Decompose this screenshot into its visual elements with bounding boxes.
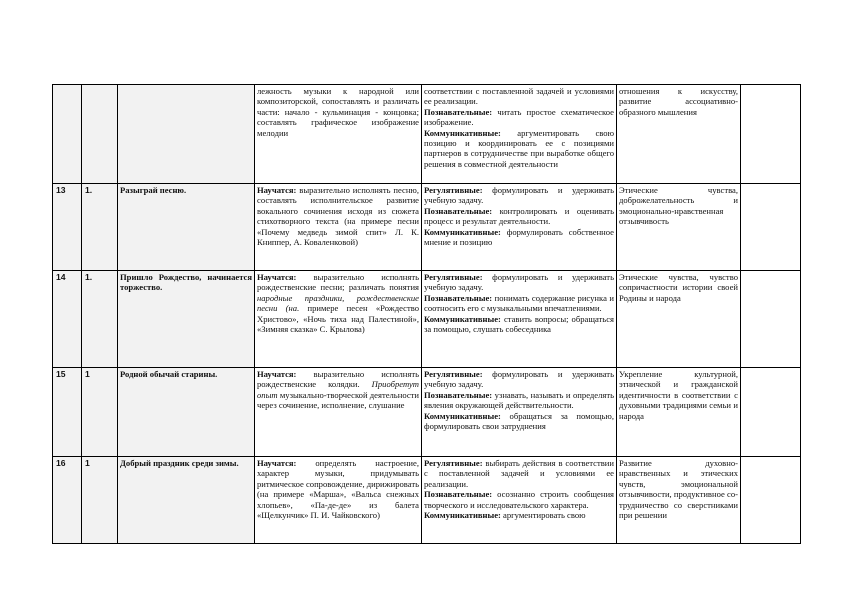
lesson-plan-table: [52, 84, 801, 544]
table-row: [53, 271, 801, 368]
topic-cell: Добрый праздник среди зимы.: [118, 457, 255, 544]
uud-regulative: Регулятивные: выбирать действия в соответствии с поставленной задачей и условиями ее реализации.: [424, 458, 614, 489]
uud-cell: [422, 85, 617, 184]
content-cell: Научатся: выразительно исполнять песню, составлять исполнительское развитие вокального сочинения исходя из сюжета стихотворного текста (на примере песни «Почему медведь зимой спит» Л. К. Книппер, А. Коваленковой): [255, 184, 422, 271]
topic-cell: [118, 85, 255, 184]
content-text: лежность музыки к народной или композиторской, сопоставлять и различать части: начало - кульминация - концовка; составлять графическое изображение мелодии: [257, 86, 419, 138]
table-row: [53, 85, 801, 184]
hours-cell: 1.: [82, 271, 118, 368]
notes-cell: [741, 271, 801, 368]
lesson-number-cell: [53, 85, 82, 184]
uud-cell: [422, 184, 617, 271]
topic-cell: Родной обычай старины.: [118, 368, 255, 457]
hours-cell: 1: [82, 457, 118, 544]
lesson-number-cell: 16: [53, 457, 82, 544]
uud-cognitive: Познавательные: контролировать и оценивать процесс и результат деятельности.: [424, 205, 614, 227]
table-row: [53, 457, 801, 544]
topic-cell: Разыграй песню.: [118, 184, 255, 271]
uud-regulative: Регулятивные: формулировать и удерживать учебную задачу.: [424, 185, 614, 206]
uud-cognitive: Познавательные: читать простое схематическое изображение.: [424, 106, 614, 128]
personal-results-cell: Укрепление культурной, этнической и гражданской идентичности в соответствии с духовными традициями семьи и народа: [617, 368, 741, 457]
content-cell: Научатся: определять настроение, характер музыки, придумывать ритмическое сопровождение, дирижировать (на примере «Марша», «Вальса снежных хлопьев», «Па-де-де» из балета «Щелкунчик» П. И. Чайковского): [255, 457, 422, 544]
notes-cell: [741, 368, 801, 457]
uud-communicative: Коммуникативные: формулировать собственное мнение и позицию: [424, 226, 614, 248]
content-cell: Научатся: выразительно исполнять рождественские песни; различать понятия народные праздники, рождественские песни (на. примере песен «Рождество Христово», «Ночь тиха над Палестиной», «Зимняя сказка» С. Крылова): [255, 271, 422, 368]
notes-cell: [741, 457, 801, 544]
content-cell: Научатся: выразительно исполнять рождественские колядки. Приобретут опыт музыкально-творческой деятельности через сочинение, исполнение, слушание: [255, 368, 422, 457]
table-row: [53, 368, 801, 457]
lesson-number-cell: 15: [53, 368, 82, 457]
hours-cell: 1.: [82, 184, 118, 271]
uud-cell: [422, 457, 617, 544]
personal-results-cell: Этические чувства, доброжелательность и эмоционально-нравственная отзывчивость: [617, 184, 741, 271]
uud-regulative: Регулятивные: формулировать и удерживать учебную задачу.: [424, 272, 614, 293]
lesson-number-cell: 14: [53, 271, 82, 368]
uud-communicative: Коммуникативные: аргументировать свою позицию и координировать ее с позициями партнеров в сотрудничестве при выработке общего решения в совместной деятельности: [424, 127, 614, 169]
topic-cell: Пришло Рождество, начинается торжество.: [118, 271, 255, 368]
uud-cognitive: Познавательные: осознанно строить сообщения творческого и исследовательского характера.: [424, 489, 614, 510]
lesson-number-cell: 13: [53, 184, 82, 271]
notes-cell: [741, 184, 801, 271]
personal-results-cell: Развитие духовно-нравственных и этических чувств, эмоциональной отзывчивости, продуктивное со-трудничество со сверстниками при решении: [617, 457, 741, 544]
personal-results-cell: Этические чувства, чувство сопричастности истории своей Родины и народа: [617, 271, 741, 368]
uud-communicative: Коммуникативные: аргументировать свою: [424, 510, 586, 521]
hours-cell: 1: [82, 368, 118, 457]
hours-cell: [82, 85, 118, 184]
uud-cell: [422, 368, 617, 457]
uud-cell: [422, 271, 617, 368]
uud-regulative: Регулятивные: формулировать и удерживать учебную задачу.: [424, 369, 614, 390]
uud-communicative: Коммуникативные: ставить вопросы; обращаться за помощью, слушать собеседника: [424, 313, 614, 335]
table-row: [53, 184, 801, 271]
uud-regulative: соответствии с поставленной задачей и условиями ее реализации.: [424, 86, 614, 107]
uud-cognitive: Познавательные: узнавать, называть и определять явления окружающей действительности.: [424, 389, 614, 411]
uud-communicative: Коммуникативные: обращаться за помощью, формулировать свои затруднения: [424, 410, 614, 432]
uud-cognitive: Познавательные: понимать содержание рисунка и соотносить его с музыкальными впечатлениями.: [424, 292, 614, 314]
notes-cell: [741, 85, 801, 184]
content-cell: [255, 85, 422, 184]
personal-results-cell: отношения к искусству, развитие ассоциативно-образного мышления: [617, 85, 741, 184]
